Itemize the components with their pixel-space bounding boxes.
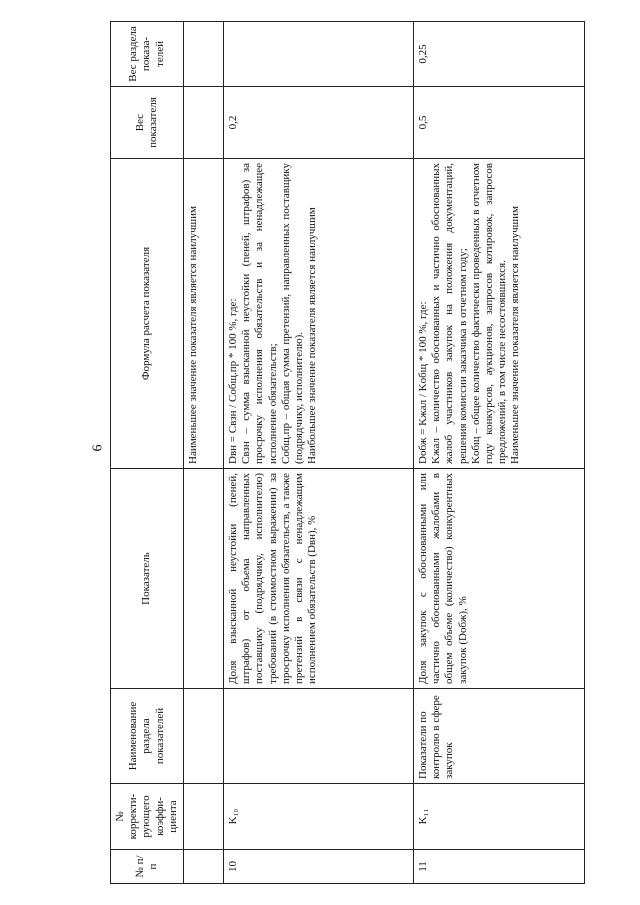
row-section [223, 689, 413, 784]
header-section-weight: Вес раздела показа-телей [111, 22, 184, 87]
row-indicator: Доля взысканной неустойки (пеней, штрафов) от объема направленных поставщику (подрядчику, исполнителю) требований (в стоимостном выражении) за просрочку исполнения обязательств, а также претензий в связи с ненадлежащим исполнением обязательств (Dвн), % [223, 469, 413, 689]
row-weight: 0,2 [223, 87, 413, 159]
header-section: Наименование раздела показателей [111, 689, 184, 784]
formula-line: Kжал – количество обоснованных и частично обоснованных жалоб участников закупок на положения документаций, решения комиссии заказчика в отчетном году; [430, 163, 469, 464]
row-section-weight [223, 22, 413, 87]
row-formula [413, 159, 584, 469]
table-row [413, 22, 584, 884]
page-number: 6 [90, 444, 106, 452]
formula-line: Kобщ – общее количество фактически проведенных в отчетном году конкурсов, аукционов, запросов котировок, запросов предложений, в том числе несостоявшихся. [469, 163, 509, 464]
row-num: 11 [413, 850, 584, 884]
row-num: 10 [223, 850, 413, 884]
formula-line: Наименьшее значение показателя является наилучшим [509, 206, 522, 464]
indicators-table [110, 21, 585, 884]
row-weight: 0,5 [413, 87, 584, 159]
top-formula-note: Наименьшее значение показателя является наилучшим [183, 159, 223, 469]
rotated-table-container [110, 22, 585, 884]
row-formula [223, 159, 413, 469]
header-formula: Формула расчета показателя [111, 159, 184, 469]
header-indicator: Показатель [111, 469, 184, 689]
row-indicator: Доля закупок с обоснованными или частично обоснованными жалобами в общем объеме (количество) конкурентных закупок (Dобж), % [413, 469, 584, 689]
row-section-weight: 0,25 [413, 22, 584, 87]
formula-line: Наибольшее значение показателя является наилучшим [306, 207, 319, 464]
header-weight: Вес показателя [111, 87, 184, 159]
header-coef: № корректи-рующего коэффи-циента [111, 784, 184, 850]
header-row [111, 22, 184, 884]
formula-line: Cобщ.пр – общая сумма претензий, направленных поставщику (подрядчику, исполнителю). [279, 163, 305, 464]
row-coef: K₁₀ [223, 784, 413, 850]
continued-row [183, 22, 223, 884]
formula-line: Cвзн – сумма взысканной неустойки (пеней, штрафов) за просрочку исполнения обязательств и за ненадлежащее исполнение обязательств; [240, 163, 279, 464]
header-num: № п/п [111, 850, 184, 884]
formula-main: Dобж = Kжал / Kобщ * 100 %, где: [416, 301, 429, 464]
row-coef: K₁₁ [413, 784, 584, 850]
table-row [223, 22, 413, 884]
formula-main: Dвн = Cвзн / Cобщ.пр * 100 %, где: [226, 298, 239, 464]
row-section: Показатели по контролю в сфере закупок [413, 689, 584, 784]
